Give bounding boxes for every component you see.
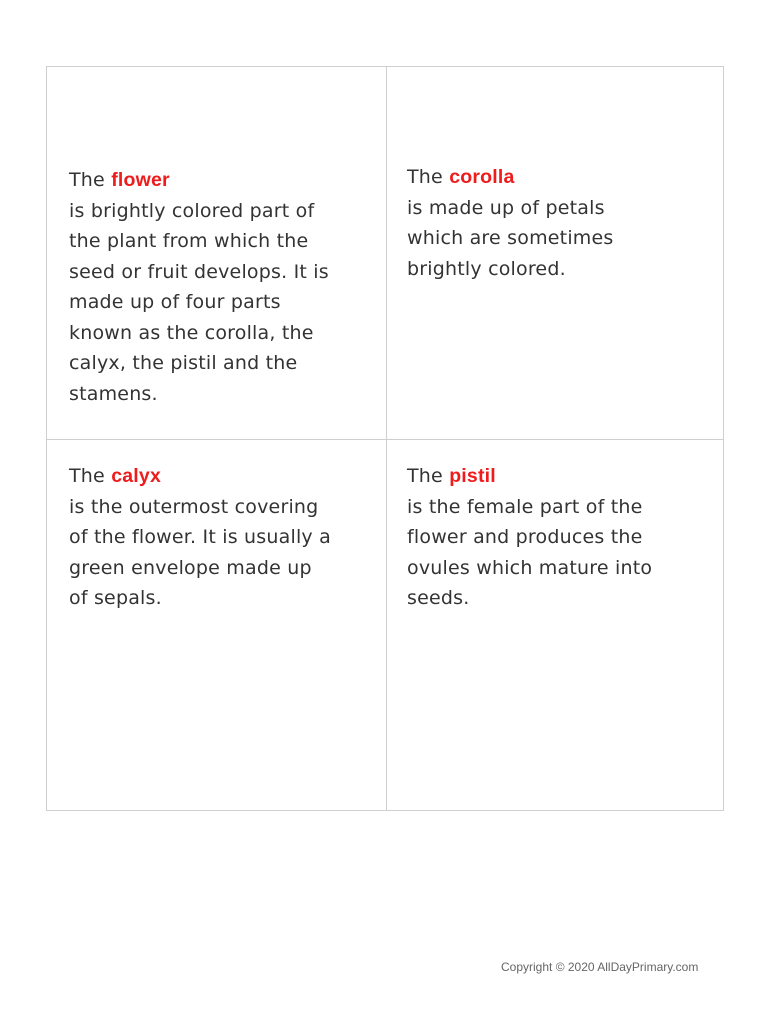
card-heading bbox=[407, 461, 707, 492]
card-corolla bbox=[407, 162, 707, 284]
card-line: known as the corolla, the bbox=[69, 321, 314, 344]
card-prefix: The bbox=[69, 465, 105, 487]
card-heading bbox=[407, 162, 707, 193]
card-line: of sepals. bbox=[69, 587, 162, 609]
card-pistil bbox=[407, 461, 707, 614]
card-line: is brightly colored part of bbox=[69, 199, 315, 222]
card-line: calyx, the pistil and the bbox=[69, 352, 298, 374]
card-line: made up of four parts bbox=[69, 291, 281, 313]
card-line: stamens. bbox=[69, 382, 158, 405]
card-prefix: The bbox=[69, 169, 105, 191]
copyright-footer: Copyright © 2020 AllDayPrimary.com bbox=[501, 960, 699, 974]
card-term: calyx bbox=[111, 465, 161, 487]
card-line: seed or fruit develops. It is bbox=[69, 260, 329, 283]
card-line: is the female part of the bbox=[407, 495, 643, 518]
horizontal-divider bbox=[47, 439, 723, 440]
card-line: the plant from which the bbox=[69, 230, 309, 252]
card-heading bbox=[69, 461, 369, 492]
card-term: pistil bbox=[449, 465, 496, 487]
card-line: is made up of petals bbox=[407, 196, 605, 219]
card-line: seeds. bbox=[407, 587, 470, 609]
card-line: flower and produces the bbox=[407, 526, 643, 548]
card-line: which are sometimes bbox=[407, 227, 614, 249]
card-prefix: The bbox=[407, 465, 443, 487]
card-grid bbox=[46, 66, 724, 811]
card-line: brightly colored. bbox=[407, 257, 566, 280]
card-term: corolla bbox=[449, 166, 515, 188]
card-line: of the flower. It is usually a bbox=[69, 526, 331, 548]
card-heading bbox=[69, 165, 369, 196]
card-calyx bbox=[69, 461, 369, 614]
card-term: flower bbox=[111, 169, 170, 191]
card-line: is the outermost covering bbox=[69, 495, 319, 518]
card-prefix: The bbox=[407, 166, 443, 188]
card-line: ovules which mature into bbox=[407, 556, 653, 579]
card-line: green envelope made up bbox=[69, 556, 312, 579]
card-flower bbox=[69, 165, 369, 409]
